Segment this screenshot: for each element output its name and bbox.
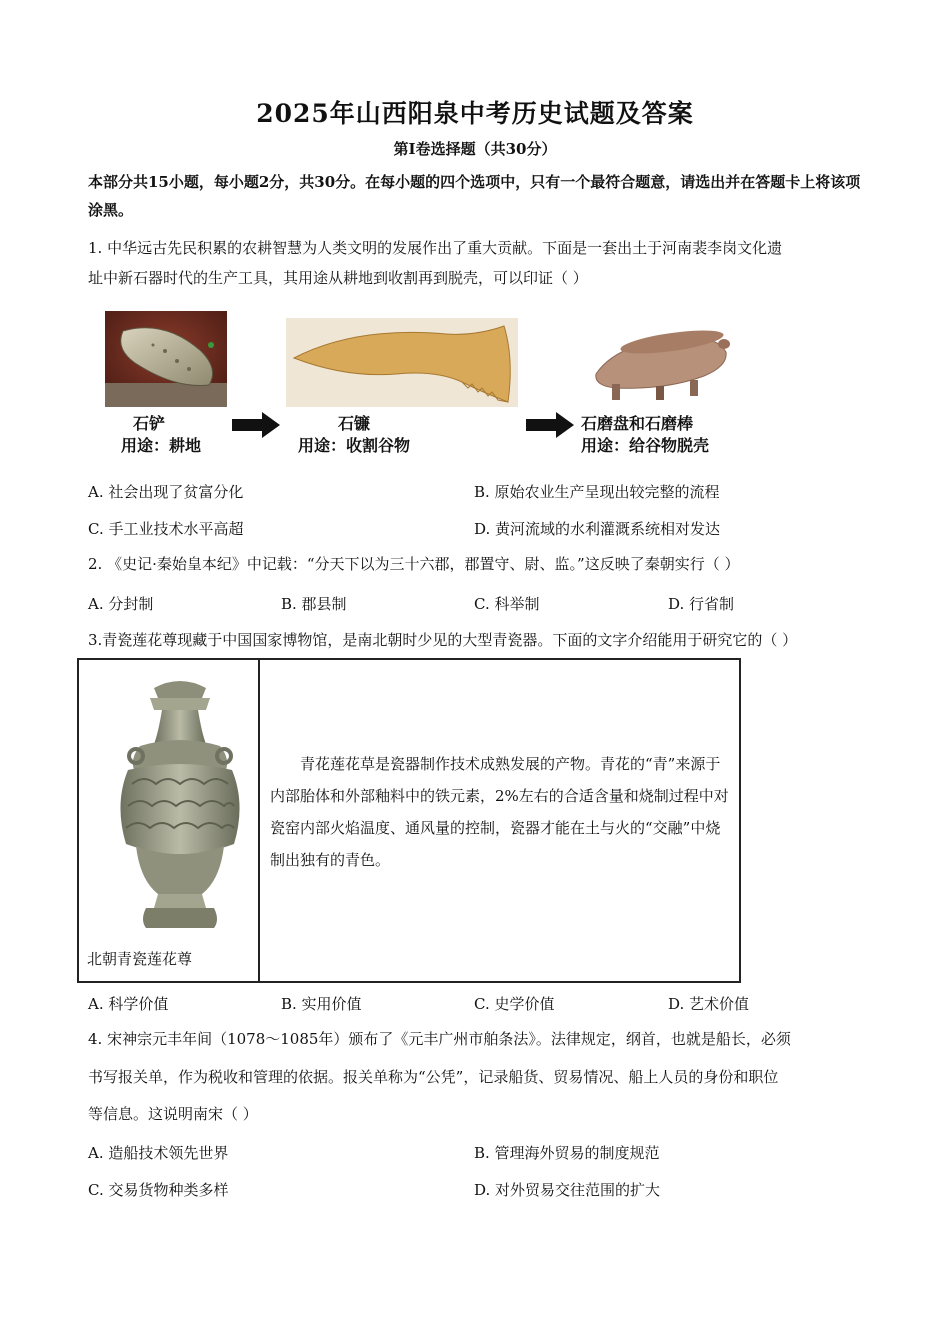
arrow-right-icon	[232, 412, 280, 438]
q1-stem-line1: 1. 中华远古先民积累的农耕智慧为人类文明的发展作出了重大贡献。下面是一套出土于河南裴李岗文化遗	[88, 239, 783, 257]
q2-option-c[interactable]: C. 科举制	[474, 595, 540, 613]
tool-3-use: 用途：给谷物脱壳	[581, 436, 710, 455]
millstone-image	[586, 318, 732, 409]
q4-option-d[interactable]: D. 对外贸易交往范围的扩大	[474, 1181, 661, 1199]
section-instruction: 本部分共15小题，每小题2分，共30分。在每小题的四个选项中，只有一个最符合题意，请选出并在答题卡上将该项涂黑。	[88, 173, 861, 219]
q4-option-b[interactable]: B. 管理海外贸易的制度规范	[474, 1144, 660, 1162]
q2-option-b[interactable]: B. 郡县制	[281, 595, 347, 613]
table-divider	[258, 658, 260, 983]
q3-option-b[interactable]: B. 实用价值	[281, 995, 362, 1013]
vase-image-caption: 北朝青瓷莲花尊	[87, 950, 193, 968]
q1-option-a[interactable]: A. 社会出现了贫富分化	[88, 483, 244, 501]
q1-option-b[interactable]: B. 原始农业生产呈现出较完整的流程	[474, 483, 720, 501]
q1-option-c[interactable]: C. 手工业技术水平高超	[88, 520, 244, 538]
q3-passage: 青花莲花草是瓷器制作技术成熟发展的产物。青花的“青”来源于内部胎体和外部釉料中的铁元素，2%左右的合适含量和烧制过程中对瓷窑内部火焰温度、通风量的控制，瓷器才能在土与火的“交融”中烧制出独有的青色。	[270, 755, 729, 869]
stone-shovel-image	[105, 311, 227, 407]
celadon-lotus-vase-image	[110, 674, 250, 936]
q4-option-c[interactable]: C. 交易货物种类多样	[88, 1181, 229, 1199]
q4-stem-line1: 4. 宋神宗元丰年间（1078～1085年）颁布了《元丰广州市舶条法》。法律规定，纲首，也就是船长，必须	[88, 1030, 791, 1048]
q2-stem: 2. 《史记·秦始皇本纪》中记载：“分天下以为三十六郡，郡置守、尉、监。”这反映了秦朝实行（ ）	[88, 555, 740, 573]
q4-stem-line2: 书写报关单，作为税收和管理的依据。报关单称为“公凭”，记录船货、贸易情况、船上人员的身份和职位	[88, 1068, 779, 1086]
tool-2-name: 石镰	[338, 414, 371, 433]
section-subtitle: 第Ⅰ卷选择题（共30分）	[393, 140, 557, 158]
q3-option-c[interactable]: C. 史学价值	[474, 995, 555, 1013]
q3-option-a[interactable]: A. 科学价值	[88, 995, 169, 1013]
tool-1-use: 用途：耕地	[121, 436, 202, 455]
q1-option-d[interactable]: D. 黄河流域的水利灌溉系统相对发达	[474, 520, 721, 538]
q4-stem-line3: 等信息。这说明南宋（ ）	[88, 1105, 258, 1123]
page-title: 2025年山西阳泉中考历史试题及答案	[256, 99, 694, 128]
q1-stem-line2: 址中新石器时代的生产工具，其用途从耕地到收割再到脱壳，可以印证（ ）	[88, 269, 588, 287]
tool-1-name: 石铲	[133, 414, 166, 433]
tool-2-use: 用途：收割谷物	[298, 436, 411, 455]
stone-sickle-image	[286, 318, 518, 407]
arrow-right-icon	[526, 412, 574, 438]
q3-option-d[interactable]: D. 艺术价值	[668, 995, 750, 1013]
q4-option-a[interactable]: A. 造船技术领先世界	[88, 1144, 229, 1162]
q2-option-a[interactable]: A. 分封制	[88, 595, 154, 613]
q2-option-d[interactable]: D. 行省制	[668, 595, 735, 613]
tool-3-name: 石磨盘和石磨棒	[581, 414, 694, 433]
q3-stem: 3.青瓷莲花尊现藏于中国国家博物馆，是南北朝时少见的大型青瓷器。下面的文字介绍能用于研究它的（ ）	[88, 631, 798, 649]
